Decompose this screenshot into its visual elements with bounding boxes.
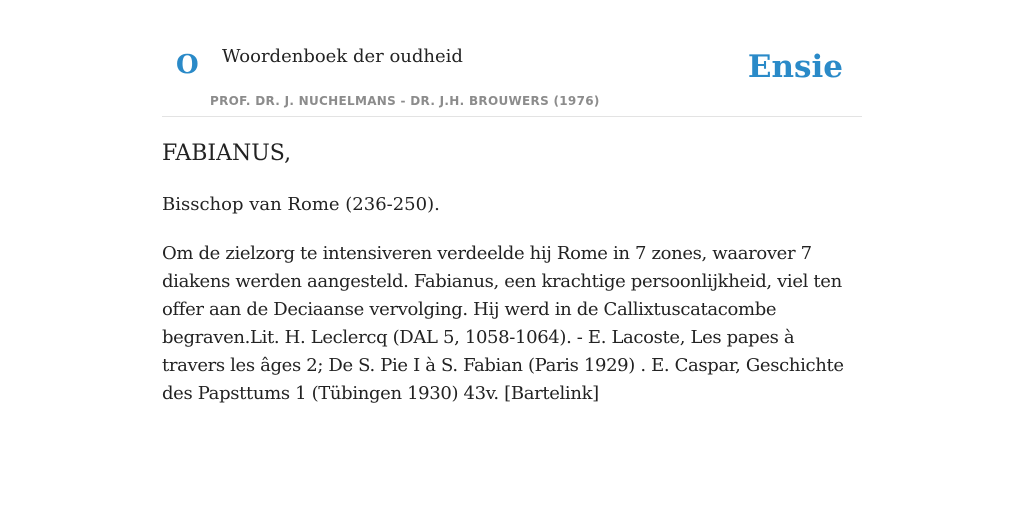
page-header: [162, 0, 862, 117]
entry-body: Om de zielzorg te intensiveren verdeelde hij Rome in 7 zones, waarover 7 diakens werden aangesteld. Fabianus, een krachtige persoonlijkheid, viel ten offer aan de Deciaanse vervolging. Hij werd in de Callixtuscatacombe begraven.Lit. H. Leclercq (DAL 5, 1058-1064). - E. Lacoste, Les papes à travers les âges 2; De S. Pie I à S. Fabian (Paris 1929) . E. Caspar, Geschichte des Papsttums 1 (Tübingen 1930) 43v. [Bartelink]: [162, 243, 844, 404]
ensie-logo-link[interactable]: Ensie: [747, 49, 843, 85]
page-container: [162, 0, 862, 404]
entry-subtitle: Bisschop van Rome (236-250).: [162, 194, 440, 215]
entry-title: FABIANUS,: [162, 141, 292, 166]
book-title-link[interactable]: Woordenboek der oudheid: [222, 46, 463, 67]
letter-index-link[interactable]: O: [176, 50, 199, 80]
book-authors: PROF. DR. J. NUCHELMANS - DR. J.H. BROUWERS (1976): [210, 94, 600, 108]
